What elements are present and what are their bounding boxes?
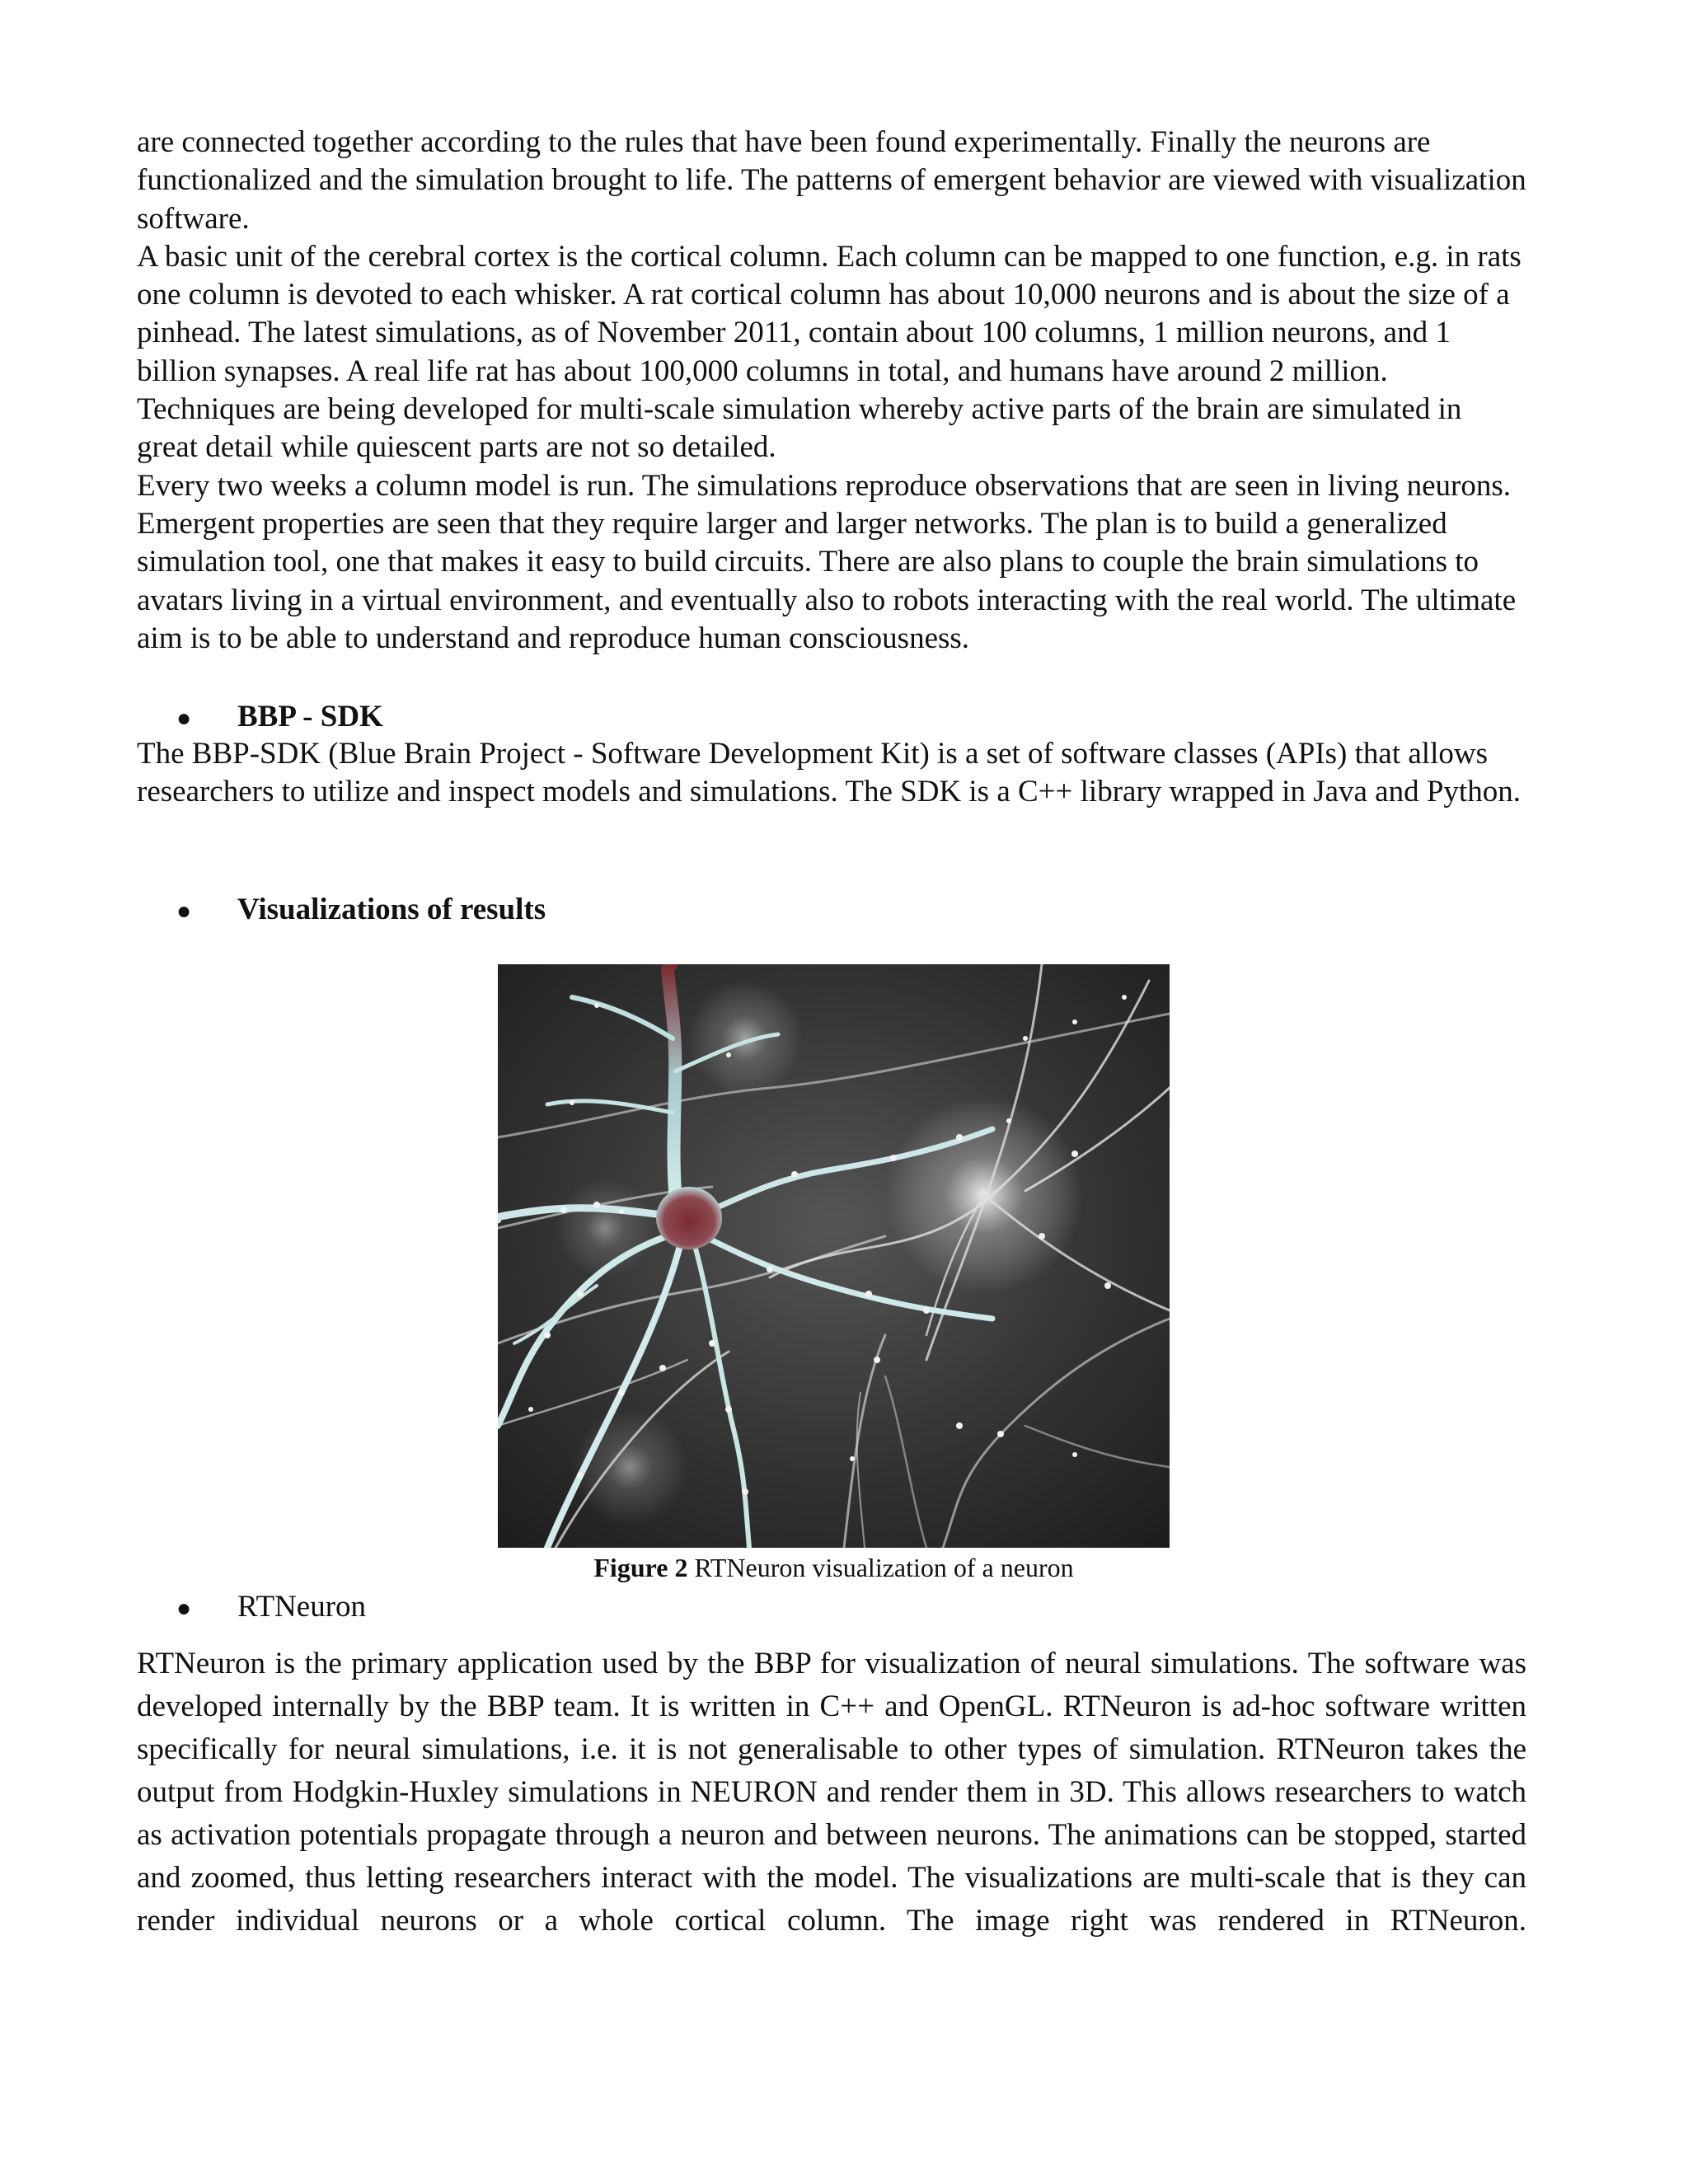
intro-paragraph-3: Every two weeks a column model is run. The simulations reproduce observations that are seen in living neurons. Emergent properties are seen that they require larger and larger networks. The plan is to build a generalized simulation tool, one that makes it easy to build circuits. There are also plans to couple the brain simulations to avatars living in a virtual environment, and eventually also to robots interacting with the real world. The ultimate aim is to be able to understand and reproduce human consciousness. — [137, 468, 1517, 655]
bullet-label: RTNeuron — [237, 1590, 367, 1624]
intro-text — [137, 124, 1526, 658]
intro-paragraph-1: are connected together according to the rules that have been found experimentally. Finally the neurons are functionalized and the simulation brought to life. The patterns of emergent behavior are viewed with visualization software. — [137, 125, 1526, 236]
neuron-soma — [656, 1187, 722, 1249]
bullet-dot-icon: ● — [176, 1595, 192, 1622]
glow-spot — [572, 1409, 687, 1525]
glow-spot — [556, 1179, 654, 1277]
figure-number: Figure 2 — [593, 1553, 688, 1582]
bullet-bbp-sdk — [176, 698, 383, 738]
sdk-paragraph — [137, 735, 1526, 812]
bullet-rtneuron — [176, 1588, 366, 1628]
intro-paragraph-2: A basic unit of the cerebral cortex is the cortical column. Each column can be mapped to one function, e.g. in rats one column is devoted to each whisker. A rat cortical column has about 10,000 neurons and is about the size of a pinhead. The latest simulations, as of November 2011, contain about 100 columns, 1 million neurons, and 1 billion synapses. A real life rat has about 100,000 columns in total, and humans have around 2 million. Techniques are being developed for multi-scale simulation whereby active parts of the brain are simulated in great detail while quiescent parts are not so detailed. — [137, 239, 1522, 465]
sdk-text: The BBP-SDK (Blue Brain Project - Software Development Kit) is a set of software classes (APIs) that allows researchers to utilize and inspect models and simulations. The SDK is a C++ library wrapped in Java and Python. — [137, 737, 1521, 809]
neuron-render-image — [498, 964, 1170, 1548]
neuron-figure — [498, 964, 1170, 1548]
bullet-dot-icon: ● — [176, 705, 192, 732]
bullet-dot-icon: ● — [176, 898, 192, 925]
rtneuron-paragraph: RTNeuron is the primary application used by the BBP for visualization of neural simulations. The software was developed internally by the BBP team. It is written in C++ and OpenGL. RTNeuron is ad-hoc software written specifically for neural simulations, i.e. it is not generalisable to other types of simulation. RTNeuron takes the output from Hodgkin-Huxley simulations in NEURON and render them in 3D. This allows researchers to watch as activation potentials propagate through a neuron and between neurons. The animations can be stopped, started and zoomed, thus letting researchers interact with the model. The visualizations are multi-scale that is they can render individual neurons or a whole cortical column. The image right was rendered in RTNeuron. — [137, 1647, 1526, 1938]
figure-caption — [498, 1549, 1170, 1586]
bullet-visualizations — [176, 891, 546, 930]
bullet-label: Visualizations of results — [237, 893, 546, 926]
figure-caption-text: RTNeuron visualization of a neuron — [687, 1553, 1074, 1582]
glow-spot — [687, 981, 803, 1096]
bullet-label: BBP - SDK — [237, 700, 383, 733]
